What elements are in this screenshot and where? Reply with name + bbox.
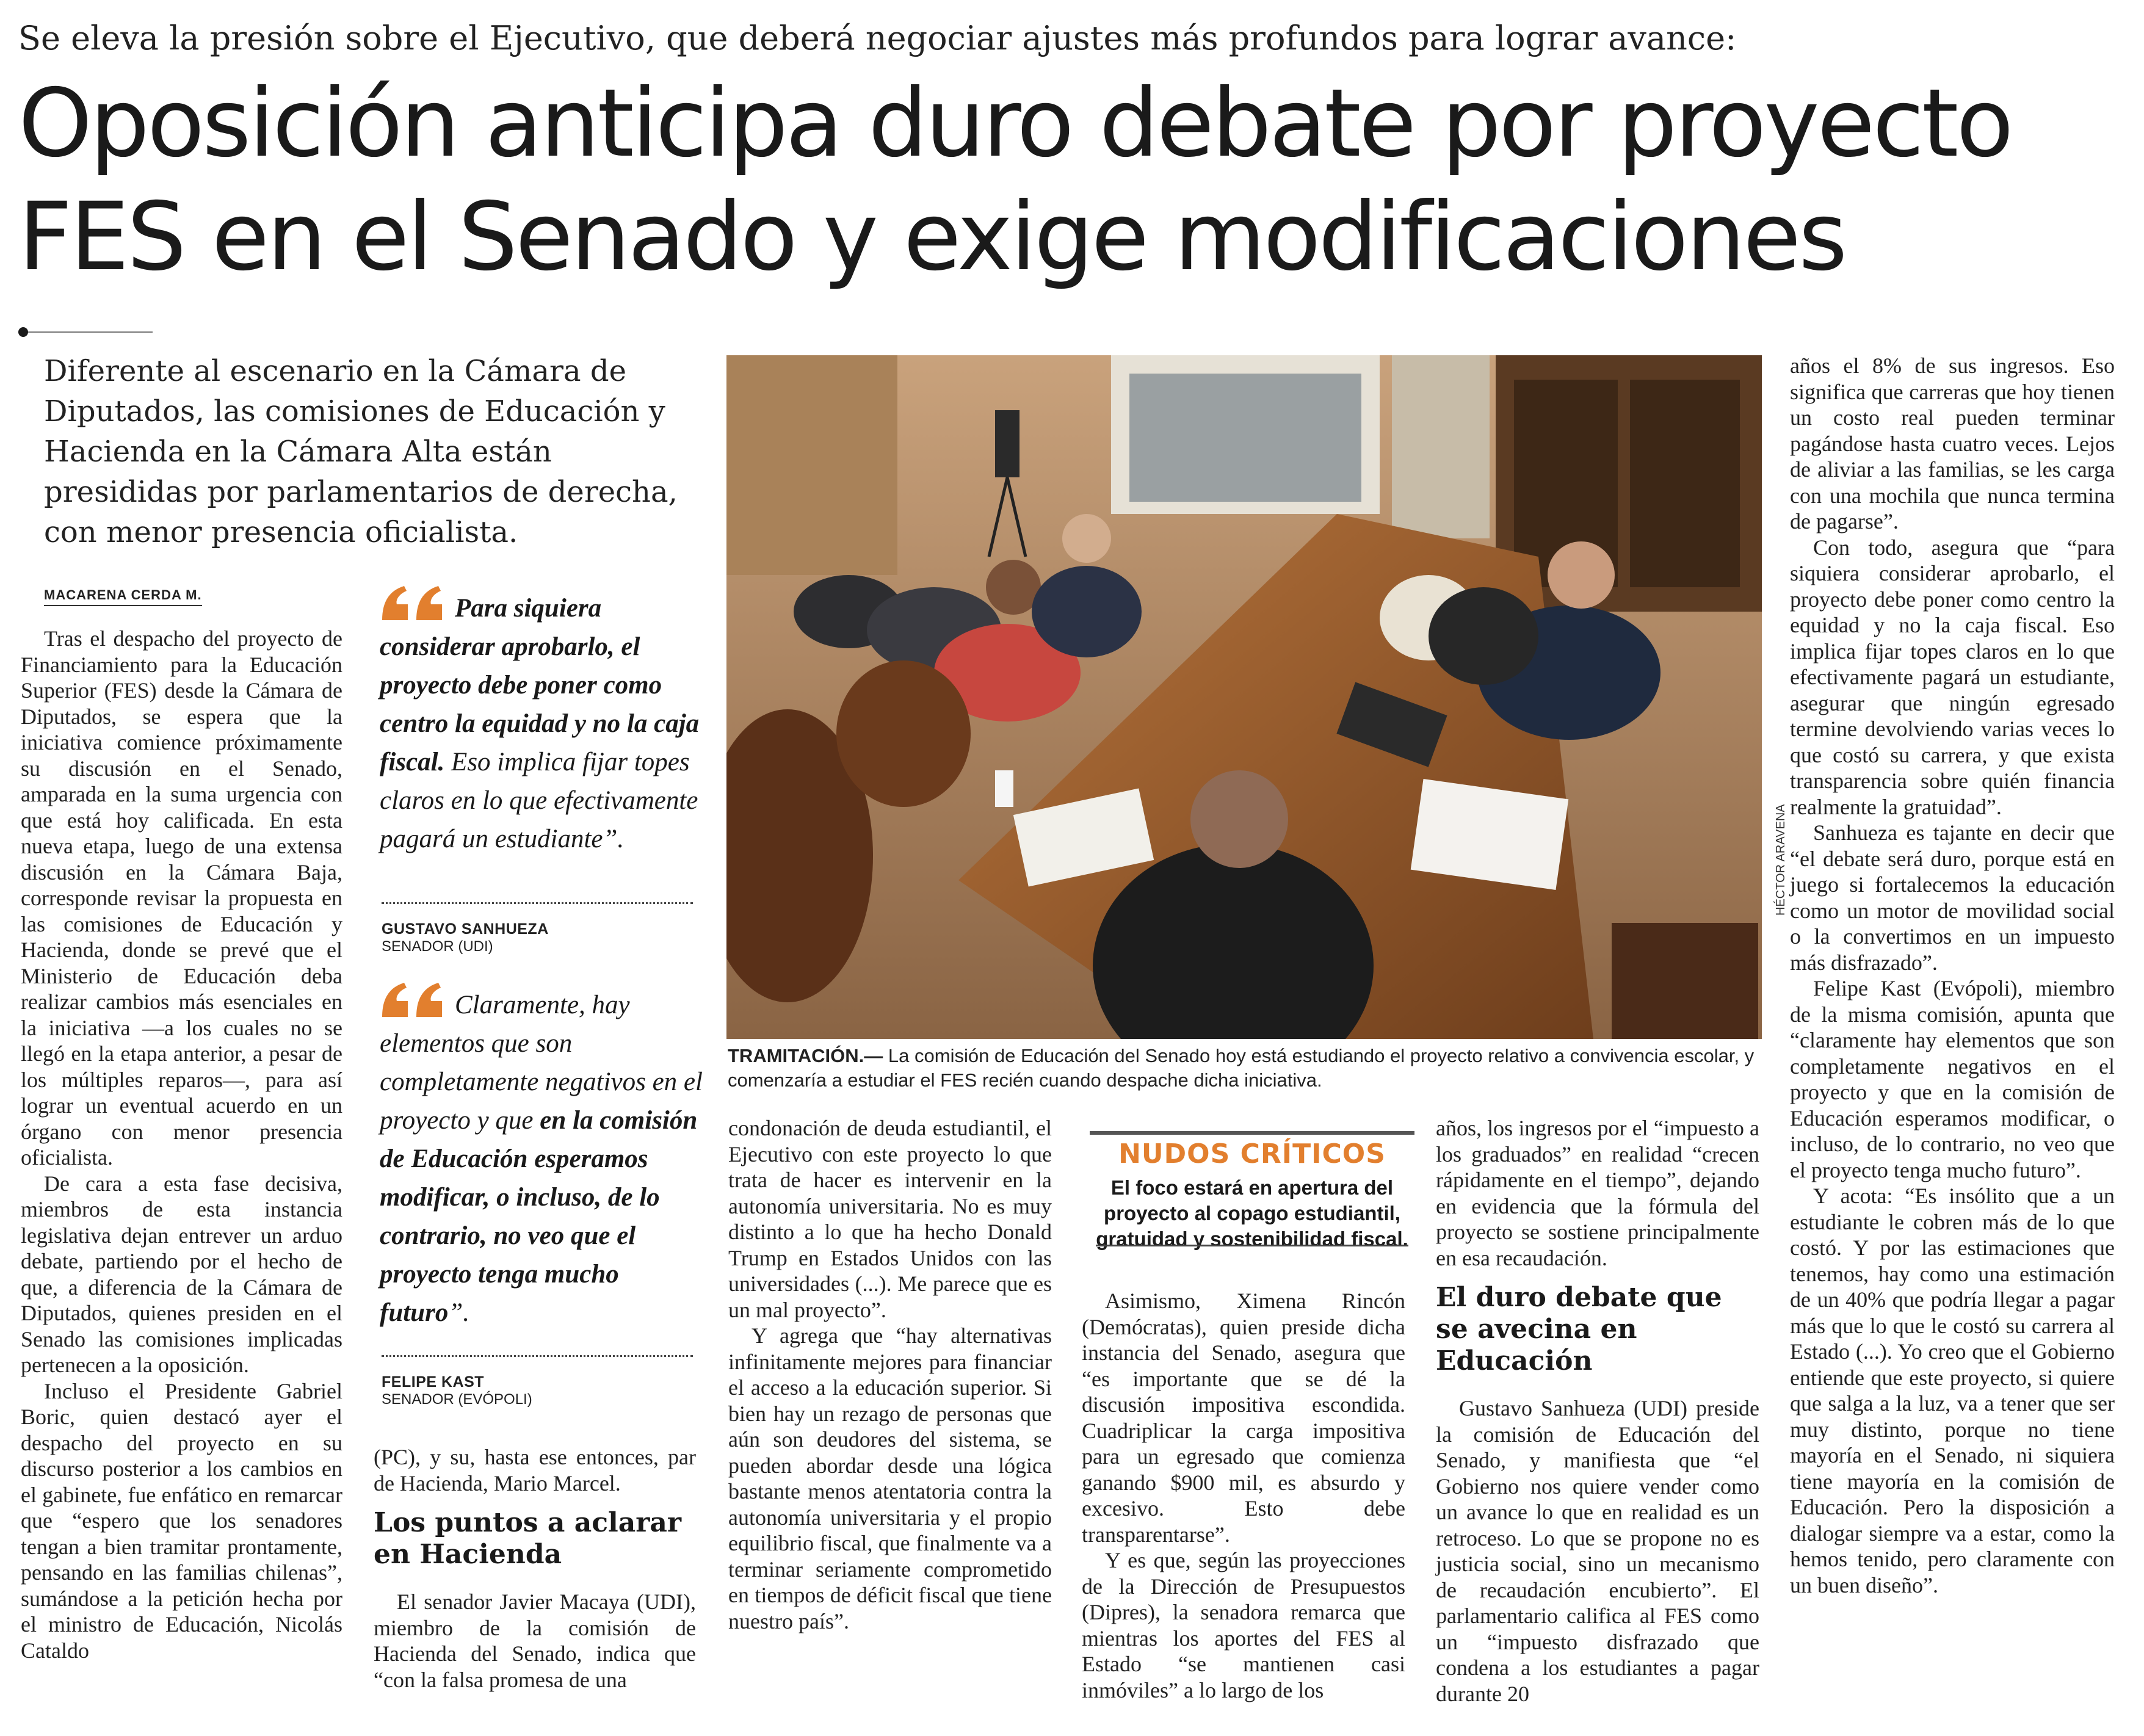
headline-line-1: Oposición anticipa duro debate por proyecto	[18, 69, 2012, 178]
divider-dot	[18, 327, 28, 337]
caption-text: La comisión de Educación del Senado hoy está estudiando el proyecto relativo a convivencia escolar, y comenzaría a estudiar el FES recién cuando despache dicha iniciativa.	[728, 1045, 1755, 1091]
quote-1-rest: Eso implica fijar topes claros en lo que efectivamente pagará un estudiante”.	[380, 748, 698, 853]
paragraph: Y agrega que “hay alternativas infinitamente mejores para financiar el acceso a la educación superior. Si bien hay un rezago de personas que aún son deudores del sistema, se pueden abordar desde una lógica bastante menos atentatoria contra la autonomía universitaria y el propio equilibrio fiscal, que finalmente va a terminar seriamente comprometido en tiempos de déficit fiscal que tiene nuestro país”.	[728, 1323, 1052, 1633]
body-column-4	[1082, 1288, 1405, 1703]
byline: MACARENA CERDA M.	[44, 587, 202, 606]
paragraph: (PC), y su, hasta ese entonces, par de Hacienda, Mario Marcel.	[374, 1445, 696, 1495]
quote-mark-icon	[380, 982, 450, 1013]
quote-divider	[382, 902, 693, 904]
subhead-hacienda: Los puntos a aclarar en Hacienda	[374, 1507, 682, 1570]
paragraph: Incluso el Presidente Gabriel Boric, quien destacó ayer el despacho del proyecto en su discurso posterior a los cambios en el gabinete, fue enfático en remarcar que “espero que los senadores tengan a bien tramitar prontamente, pensando en las familias chilenas”, sumándose a la petición hecha por el ministro de Educación, Nicolás Cataldo	[21, 1378, 342, 1663]
paragraph: años, los ingresos por el “impuesto a los graduados” en realidad “crecen rápidamente en el tiempo”, dejando en evidencia que la fórmula del proyecto se sostiene principalmente en esa recaudación.	[1436, 1116, 1759, 1270]
paragraph: Tras el despacho del proyecto de Financiamiento para la Educación Superior (FES) desde la Cámara de Diputados, se espera que la iniciativa comience próximamente su discusión en el Senado, amparada en la suma urgencia con que está hoy calificada. En esta nueva etapa, luego de una extensa discusión en la Cámara Baja, corresponde revisar la propuesta en las comisiones de Educación y Hacienda, donde se prevé que el Ministerio de Educación deba realizar cambios más esenciales en la iniciativa —a los cuales no se llegó en la etapa anterior, a pesar de los múltiples reparos—, para así lograr un eventual acuerdo en un órgano con menor presencia oficialista.	[21, 626, 342, 1170]
paragraph: Sanhueza es tajante en decir que “el debate será duro, porque está en juego si fortalecemos la educación como un motor de movilidad social o la convertimos en un impuesto más disfrazado”.	[1790, 820, 2115, 975]
subhead-educacion: El duro debate que se avecina en Educación	[1436, 1282, 1722, 1376]
body-column-2	[374, 1444, 696, 1693]
quote-2-bold: en la comisión de Educación esperamos modificar, o incluso, de lo contrario, no veo que el proyecto tenga mucho futuro	[380, 1106, 698, 1327]
paragraph: Felipe Kast (Evópoli), miembro de la misma comisión, apunta que “claramente hay elementos que son completamente negativos en el proyecto y que en la comisión de Educación esperamos modificar, o incluso, de lo contrario, no veo que el proyecto tenga mucho futuro”.	[1790, 976, 2115, 1182]
paragraph: Y es que, según las proyecciones de la Dirección de Presupuestos (Dipres), la senadora remarca que mientras los aportes del FES al Estado “se mantienen casi inmóviles” a lo largo de los	[1082, 1548, 1405, 1702]
quote-1-name: GUSTAVO SANHUEZA	[382, 920, 549, 938]
quote-1-source	[382, 920, 549, 955]
caption-label: TRAMITACIÓN.—	[728, 1045, 883, 1066]
paragraph: años el 8% de sus ingresos. Eso significa que carreras que hoy tienen un costo real pueden terminar pagándose hasta cuatro veces. Lejos de aliviar a las familias, se les carga con una mochila que nunca termina de pagarse”.	[1790, 353, 2115, 533]
paragraph: De cara a esta fase decisiva, miembros de esta instancia legislativa dejan entrever un arduo debate, partiendo por el hecho de que, a diferencia de la Cámara de Diputados, quienes presiden en el Senado las comisiones implicadas pertenecen a la oposición.	[21, 1171, 342, 1377]
paragraph: Y acota: “Es insólito que a un estudiante le cobren más de lo que costó. Y por las estimaciones que tenemos, hay como una estimación de un 40% que podría llegar a pagar más que lo que le costó su carrera al Estado (...). Yo creo que el Gobierno entiende que este proyecto, si quiere que salga a la luz, va a tener que ser muy distinto, porque no tiene mayoría en el Senado, ni siquiera tiene mayoría en la comisión de Educación. Pero la disposición a dialogar siempre va a estar, como la hemos tenido, pero claramente con un buen diseño”.	[1790, 1184, 2115, 1597]
quote-2-end: ”.	[448, 1298, 470, 1327]
body-column-1	[21, 626, 342, 1663]
body-column-3	[728, 1115, 1052, 1634]
paragraph: El senador Javier Macaya (UDI), miembro de la comisión de Hacienda del Senado, indica que “con la falsa promesa de una	[374, 1590, 696, 1692]
quote-2-role: SENADOR (EVÓPOLI)	[382, 1391, 532, 1408]
quote-divider	[382, 1355, 693, 1357]
quote-2-source	[382, 1373, 532, 1408]
sidebar-text: El foco estará en apertura del proyecto al copago estudiantil, gratuidad y sostenibilidad fiscal.	[1096, 1176, 1408, 1250]
sidebar-rule-bottom	[1096, 1245, 1408, 1248]
quote-2-plain: Claramente, hay elementos que son completamente negativos en el proyecto y que	[380, 991, 703, 1135]
quote-1-role: SENADOR (UDI)	[382, 938, 493, 955]
sidebar-rule	[1090, 1131, 1414, 1135]
paragraph: condonación de deuda estudiantil, el Ejecutivo con este proyecto lo que trata de hacer es intervenir en la autonomía universitaria. No es muy distinto a lo que ha hecho Donald Trump en Estados Unidos con las universidades (...). Me parece que es un mal proyecto”.	[728, 1116, 1052, 1322]
divider	[18, 331, 153, 333]
body-column-6	[1790, 353, 2115, 1598]
photo-credit: HÉCTOR ARAVENA	[1774, 804, 1787, 916]
deck: Diferente al escenario en la Cámara de Diputados, las comisiones de Educación y Hacienda en la Cámara Alta están presididas por parlamentarios de derecha, con menor presencia oficialista.	[44, 354, 678, 549]
sidebar-nudos-criticos	[1090, 1131, 1414, 1250]
quote-mark-icon	[380, 585, 450, 617]
paragraph: Gustavo Sanhueza (UDI) preside la comisión de Educación del Senado, y manifiesta que “el Gobierno nos quiere vender como un avance lo que en realidad es un retroceso. Lo que se propone no es justicia social, sino un mecanismo de recaudación encubierto”. El parlamentario califica al FES como un “impuesto disfrazado que condena a los estudiantes a pagar durante 20	[1436, 1396, 1759, 1706]
photo-caption	[728, 1044, 1762, 1093]
paragraph: Con todo, asegura que “para siquiera considerar aprobarlo, el proyecto debe poner como centro la equidad y no la caja fiscal. Eso implica fijar topes claros en lo que efectivamente pagará un estudiante, asegurar que ningún egresado termine devolviendo varias veces lo que costó su carrera, y que exista transparencia sobre quién financia realmente la gratuidad”.	[1790, 535, 2115, 819]
meeting-photo	[726, 355, 1762, 1039]
kicker: Se eleva la presión sobre el Ejecutivo, que deberá negociar ajustes más profundos para lograr avance:	[18, 19, 1737, 57]
sidebar-title: NUDOS CRÍTICOS	[1118, 1138, 1386, 1170]
headline-line-2: FES en el Senado y exige modificaciones	[18, 183, 1845, 292]
quote-1-bold: Para siquiera considerar aprobarlo, el proyecto debe poner como centro la equidad y no la caja fiscal.	[380, 594, 700, 776]
quote-2-name: FELIPE KAST	[382, 1373, 485, 1391]
paragraph: Asimismo, Ximena Rincón (Demócratas), quien preside dicha instancia del Senado, asegura que “es importante que se dé la discusión impositiva escondida. Cuadriplicar la carga impositiva para un egresado que comienza ganando $900 mil, es absurdo y excesivo. Esto debe transparentarse”.	[1082, 1289, 1405, 1547]
pull-quote-1	[380, 585, 706, 858]
pull-quote-2	[380, 982, 706, 1332]
body-column-5	[1436, 1115, 1759, 1707]
headline	[18, 67, 2131, 294]
